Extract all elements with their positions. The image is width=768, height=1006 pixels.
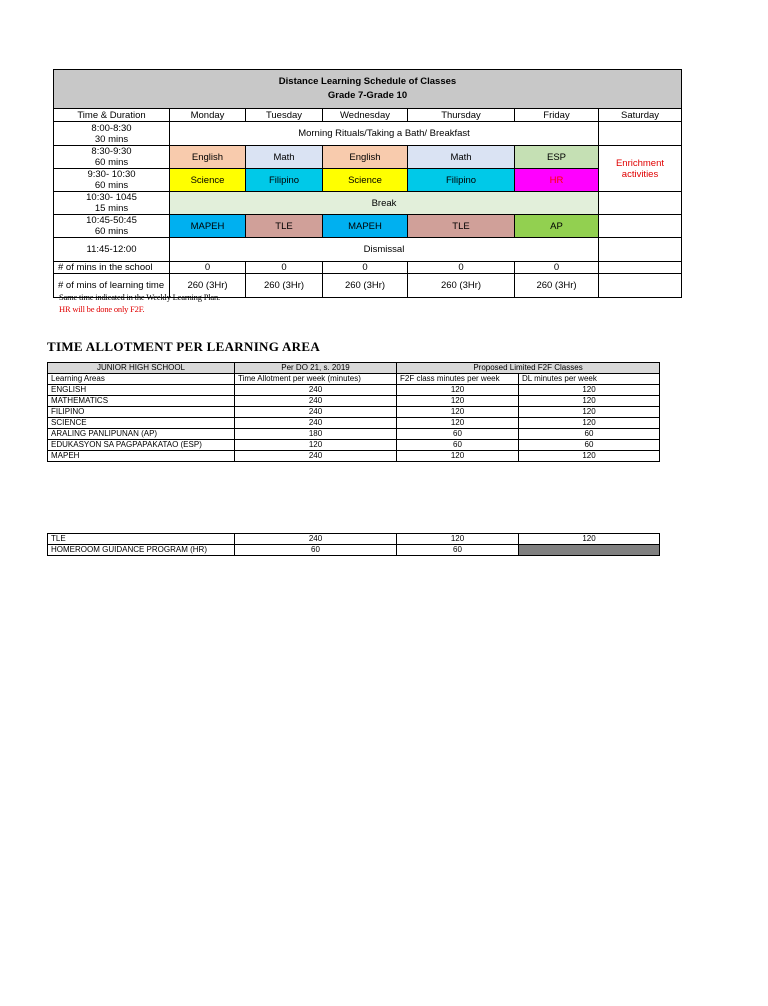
class-cell: AP bbox=[515, 215, 599, 238]
value-cell: 240 bbox=[235, 418, 397, 429]
mins-learning-label: # of mins of learning time bbox=[54, 274, 170, 298]
area-name: EDUKASYON SA PAGPAPAKATAO (ESP) bbox=[48, 440, 235, 451]
class-cell: Filipino bbox=[408, 169, 515, 192]
area-name: FILIPINO bbox=[48, 407, 235, 418]
value-cell: 0 bbox=[246, 262, 323, 274]
area-name: ARALING PANLIPUNAN (AP) bbox=[48, 429, 235, 440]
value-cell: 260 (3Hr) bbox=[170, 274, 246, 298]
header-jhs: JUNIOR HIGH SCHOOL bbox=[48, 363, 235, 374]
duration: 15 mins bbox=[94, 203, 129, 214]
time-range: 10:45-50:45 bbox=[86, 215, 137, 226]
value-cell: 60 bbox=[235, 545, 397, 556]
time-range: 8:30-9:30 bbox=[91, 146, 132, 157]
class-cell: MAPEH bbox=[170, 215, 246, 238]
value-cell: 120 bbox=[397, 451, 519, 462]
break-cell: Break bbox=[170, 192, 599, 215]
value-cell: 0 bbox=[408, 262, 515, 274]
schedule-row bbox=[54, 146, 682, 169]
header-tuesday: Tuesday bbox=[246, 109, 323, 122]
morning-rituals-cell: Morning Rituals/Taking a Bath/ Breakfast bbox=[170, 122, 599, 146]
allotment-table-continued bbox=[47, 533, 660, 556]
header-do21: Per DO 21, s. 2019 bbox=[235, 363, 397, 374]
header-monday: Monday bbox=[170, 109, 246, 122]
saturday-cell bbox=[599, 192, 682, 215]
subheader-dl: DL minutes per week bbox=[519, 374, 660, 385]
value-cell: 240 bbox=[235, 451, 397, 462]
time-range: 10:30- 1045 bbox=[86, 192, 137, 203]
class-cell: Math bbox=[246, 146, 323, 169]
value-cell: 120 bbox=[519, 418, 660, 429]
section-heading: TIME ALLOTMENT PER LEARNING AREA bbox=[47, 339, 321, 354]
schedule-row bbox=[54, 215, 682, 238]
class-cell: HR bbox=[515, 169, 599, 192]
allotment-subheader-row bbox=[48, 374, 660, 385]
time-cell bbox=[54, 169, 170, 192]
area-name: ENGLISH bbox=[48, 385, 235, 396]
value-cell: 120 bbox=[519, 451, 660, 462]
value-cell-shaded bbox=[519, 545, 660, 556]
time-cell bbox=[54, 122, 170, 146]
value-cell: 0 bbox=[323, 262, 408, 274]
duration: 60 mins bbox=[94, 226, 129, 237]
time-range: 8:00-8:30 bbox=[91, 122, 132, 134]
value-cell: 260 (3Hr) bbox=[408, 274, 515, 298]
area-name: TLE bbox=[48, 534, 235, 545]
mins-school-row bbox=[54, 262, 682, 274]
schedule-row bbox=[54, 169, 682, 192]
time-cell bbox=[54, 192, 170, 215]
time-cell bbox=[54, 215, 170, 238]
duration: 30 mins bbox=[94, 133, 129, 145]
schedule-title: Distance Learning Schedule of Classes bbox=[278, 76, 457, 87]
class-cell: Math bbox=[408, 146, 515, 169]
value-cell: 60 bbox=[397, 545, 519, 556]
value-cell: 120 bbox=[519, 407, 660, 418]
area-name: SCIENCE bbox=[48, 418, 235, 429]
table-row bbox=[48, 534, 660, 545]
schedule-row bbox=[54, 192, 682, 215]
table-row bbox=[48, 451, 660, 462]
area-name: MATHEMATICS bbox=[48, 396, 235, 407]
note-hr-f2f: HR will be done only F2F. bbox=[59, 304, 145, 314]
value-cell: 0 bbox=[515, 262, 599, 274]
value-cell: 260 (3Hr) bbox=[246, 274, 323, 298]
header-time: Time & Duration bbox=[54, 109, 170, 122]
time-cell bbox=[54, 146, 170, 169]
duration: 60 mins bbox=[94, 180, 129, 191]
value-cell: 120 bbox=[397, 418, 519, 429]
saturday-cell bbox=[599, 215, 682, 238]
class-cell: English bbox=[323, 146, 408, 169]
saturday-cell bbox=[599, 238, 682, 262]
value-cell: 60 bbox=[519, 440, 660, 451]
allotment-table bbox=[47, 362, 660, 462]
schedule-table bbox=[53, 69, 682, 298]
table-row bbox=[48, 429, 660, 440]
mins-school-label: # of mins in the school bbox=[54, 262, 170, 274]
header-wednesday: Wednesday bbox=[323, 109, 408, 122]
class-cell: TLE bbox=[246, 215, 323, 238]
class-cell: Science bbox=[170, 169, 246, 192]
value-cell: 260 (3Hr) bbox=[323, 274, 408, 298]
schedule-row bbox=[54, 238, 682, 262]
header-thursday: Thursday bbox=[408, 109, 515, 122]
subheader-learning-areas: Learning Areas bbox=[48, 374, 235, 385]
allotment-header-row bbox=[48, 363, 660, 374]
table-row bbox=[48, 418, 660, 429]
schedule-row bbox=[54, 122, 682, 146]
table-row bbox=[48, 440, 660, 451]
enrichment-cell: Enrichment activities bbox=[599, 146, 682, 192]
note-weekly-plan: Same time indicated in the Weekly Learning Plan. bbox=[59, 292, 220, 302]
value-cell: 120 bbox=[519, 534, 660, 545]
value-cell: 260 (3Hr) bbox=[515, 274, 599, 298]
table-row bbox=[48, 545, 660, 556]
value-cell: 120 bbox=[397, 534, 519, 545]
duration: 60 mins bbox=[94, 157, 129, 168]
class-cell: TLE bbox=[408, 215, 515, 238]
header-friday: Friday bbox=[515, 109, 599, 122]
area-name: HOMEROOM GUIDANCE PROGRAM (HR) bbox=[48, 545, 235, 556]
time-range: 9:30- 10:30 bbox=[87, 169, 136, 180]
value-cell: 120 bbox=[397, 396, 519, 407]
class-cell: Science bbox=[323, 169, 408, 192]
value-cell: 60 bbox=[397, 440, 519, 451]
saturday-cell bbox=[599, 262, 682, 274]
header-saturday: Saturday bbox=[599, 109, 682, 122]
area-name: MAPEH bbox=[48, 451, 235, 462]
class-cell: English bbox=[170, 146, 246, 169]
class-cell: ESP bbox=[515, 146, 599, 169]
value-cell: 120 bbox=[397, 385, 519, 396]
value-cell: 240 bbox=[235, 396, 397, 407]
saturday-cell bbox=[599, 122, 682, 146]
value-cell: 120 bbox=[519, 385, 660, 396]
header-proposed: Proposed Limited F2F Classes bbox=[397, 363, 660, 374]
value-cell: 120 bbox=[235, 440, 397, 451]
table-row bbox=[48, 407, 660, 418]
class-cell: MAPEH bbox=[323, 215, 408, 238]
value-cell: 240 bbox=[235, 534, 397, 545]
value-cell: 60 bbox=[397, 429, 519, 440]
dismissal-cell: Dismissal bbox=[170, 238, 599, 262]
value-cell: 240 bbox=[235, 385, 397, 396]
schedule-title-cell bbox=[54, 70, 682, 109]
class-cell: Filipino bbox=[246, 169, 323, 192]
schedule-header-row bbox=[54, 109, 682, 122]
subheader-time-allotment: Time Allotment per week (minutes) bbox=[235, 374, 397, 385]
subheader-f2f: F2F class minutes per week bbox=[397, 374, 519, 385]
value-cell: 120 bbox=[397, 407, 519, 418]
schedule-subtitle: Grade 7-Grade 10 bbox=[327, 90, 408, 101]
saturday-cell bbox=[599, 274, 682, 298]
table-row bbox=[48, 396, 660, 407]
value-cell: 240 bbox=[235, 407, 397, 418]
value-cell: 0 bbox=[170, 262, 246, 274]
value-cell: 180 bbox=[235, 429, 397, 440]
value-cell: 60 bbox=[519, 429, 660, 440]
time-cell: 11:45-12:00 bbox=[54, 238, 170, 262]
value-cell: 120 bbox=[519, 396, 660, 407]
table-row bbox=[48, 385, 660, 396]
